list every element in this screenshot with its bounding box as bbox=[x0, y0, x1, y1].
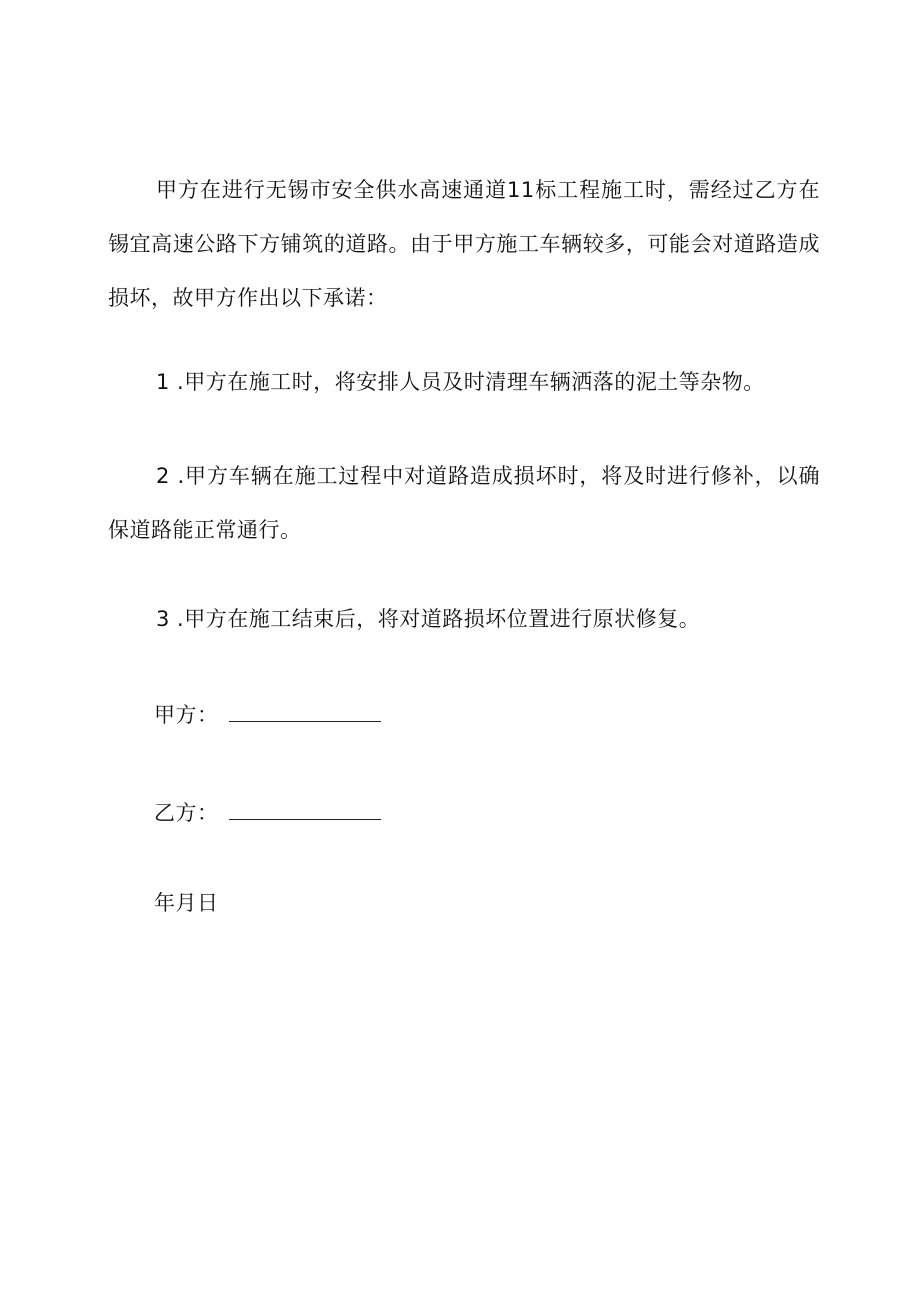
party-a-signature-line bbox=[154, 695, 381, 735]
commitment-item-1: 1 .甲方在施工时，将安排人员及时清理车辆洒落的泥土等杂物。 bbox=[156, 370, 765, 394]
commitment-item-3: 3 .甲方在施工结束后，将对道路损坏位置进行原状修复。 bbox=[156, 607, 701, 631]
date-line: 年月日 bbox=[154, 891, 219, 915]
commitment-item-2: 2 .甲方车辆在施工过程中对道路造成损坏时，将及时进行修补，以确保道路能正常通行。 bbox=[108, 464, 820, 542]
party-a-label: 甲方： bbox=[154, 703, 219, 727]
party-b-signature-line bbox=[154, 793, 381, 833]
party-b-signature-blank[interactable] bbox=[229, 793, 381, 820]
party-a-signature-blank[interactable] bbox=[229, 695, 381, 722]
party-b-label: 乙方： bbox=[154, 801, 219, 825]
intro-paragraph: 甲方在进行无锡市安全供水高速通道11标工程施工时，需经过乙方在锡宜高速公路下方铺筑的道路。由于甲方施工车辆较多，可能会对道路造成损坏，故甲方作出以下承诺： bbox=[108, 178, 820, 310]
